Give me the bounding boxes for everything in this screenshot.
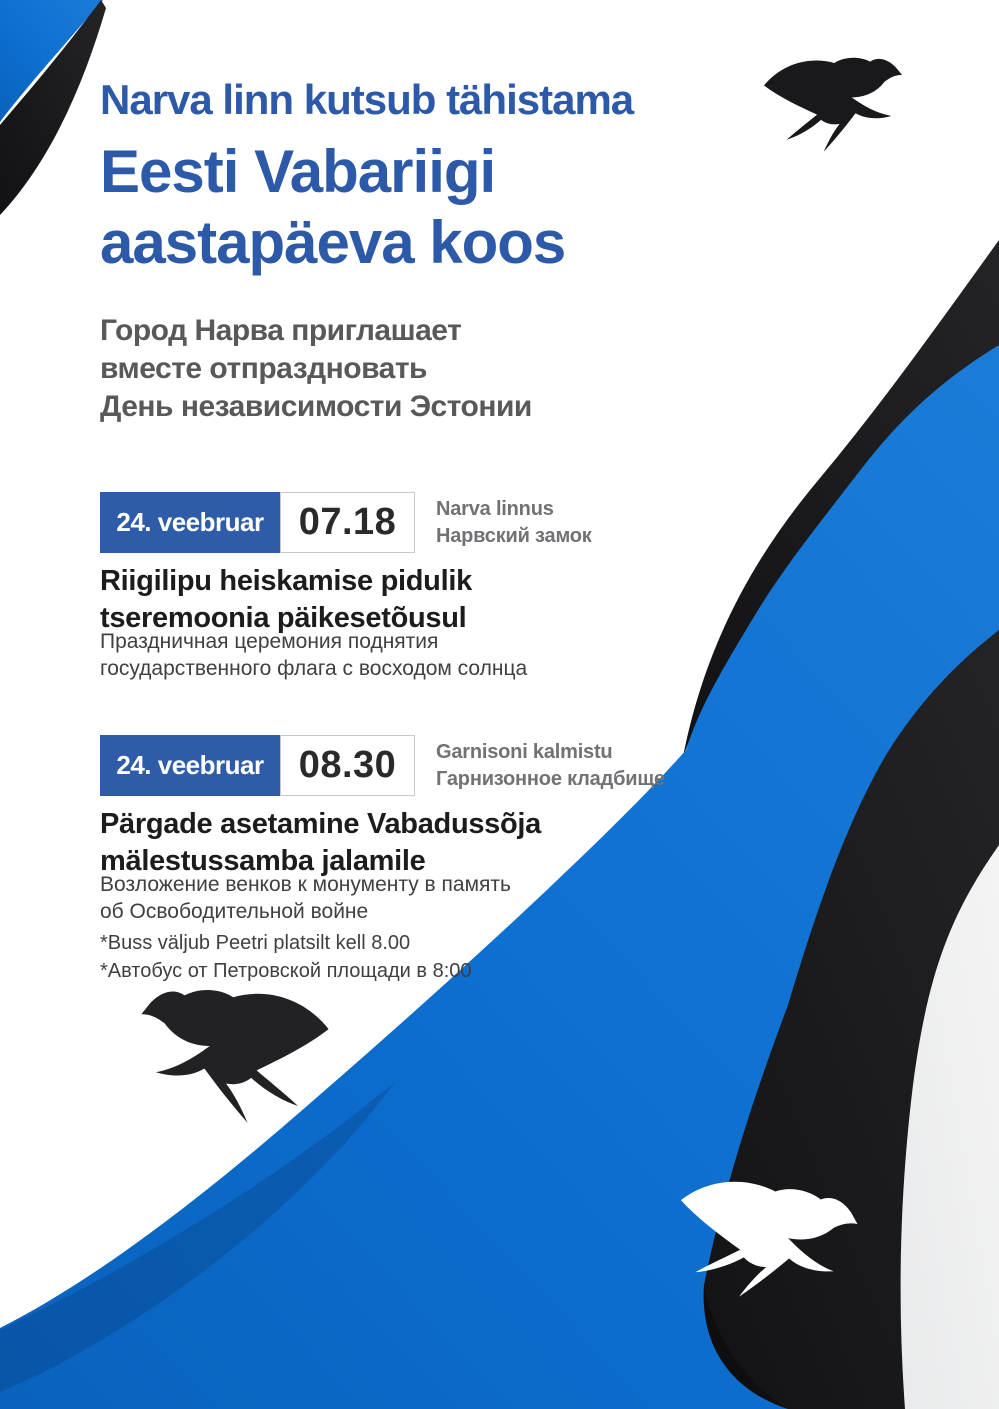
poster-subtitle-ru xyxy=(100,312,532,426)
swallow-icon-top-right xyxy=(760,55,906,161)
event2-desc-line2: об Освободительной войне xyxy=(100,900,369,923)
poster-title-et-small: Narva linn kutsub tähistama xyxy=(100,76,634,123)
event2-location-et: Garnisoni kalmistu xyxy=(436,740,613,763)
event2-title-line2: mälestussamba jalamile xyxy=(100,845,426,877)
event1-title-line1: Riigilipu heiskamise pidulik xyxy=(100,565,472,597)
event1-location-ru: Нарвский замок xyxy=(436,524,592,547)
event1-desc-line2: государственного флага с восходом солнца xyxy=(100,657,528,680)
event2-date-badge: 24. veebruar xyxy=(100,735,280,796)
event1-location xyxy=(436,496,592,550)
event2-title xyxy=(100,806,541,880)
event2-description xyxy=(100,871,511,925)
event2-location-ru: Гарнизонное кладбище xyxy=(436,767,665,790)
event2-row xyxy=(100,735,665,796)
event2-desc-line1: Возложение венков к монументу в память xyxy=(100,873,511,896)
subtitle-ru-line2: вместе отпраздновать xyxy=(100,352,427,385)
poster-title-et-line2: Eesti Vabariigi xyxy=(100,138,496,205)
event2-time-badge: 08.30 xyxy=(280,735,415,796)
event1-row xyxy=(100,492,592,553)
swallow-icon-middle-left xyxy=(136,986,334,1136)
poster-title-et-line3: aastapäeva koos xyxy=(100,209,566,276)
bus-note-ru: *Автобус от Петровской площади в 8:00 xyxy=(100,960,472,982)
event1-description xyxy=(100,628,527,682)
event1-date-badge: 24. veebruar xyxy=(100,492,280,553)
event1-title-line2: tseremoonia päikesetõusul xyxy=(100,602,467,634)
event1-desc-line1: Праздничная церемония поднятия xyxy=(100,630,439,653)
event1-title xyxy=(100,563,472,637)
bus-note-et: *Buss väljub Peetri platsilt kell 8.00 xyxy=(100,932,411,954)
event1-time-badge: 07.18 xyxy=(280,492,415,553)
event2-title-line1: Pärgade asetamine Vabadussõja xyxy=(100,808,542,840)
subtitle-ru-line3: День независимости Эстонии xyxy=(100,390,532,423)
bus-note xyxy=(100,929,472,985)
subtitle-ru-line1: Город Нарва приглашает xyxy=(100,314,462,347)
poster-title-et-big xyxy=(100,136,633,278)
event2-location xyxy=(436,739,665,793)
event1-location-et: Narva linnus xyxy=(436,497,554,520)
poster-header xyxy=(100,76,633,278)
